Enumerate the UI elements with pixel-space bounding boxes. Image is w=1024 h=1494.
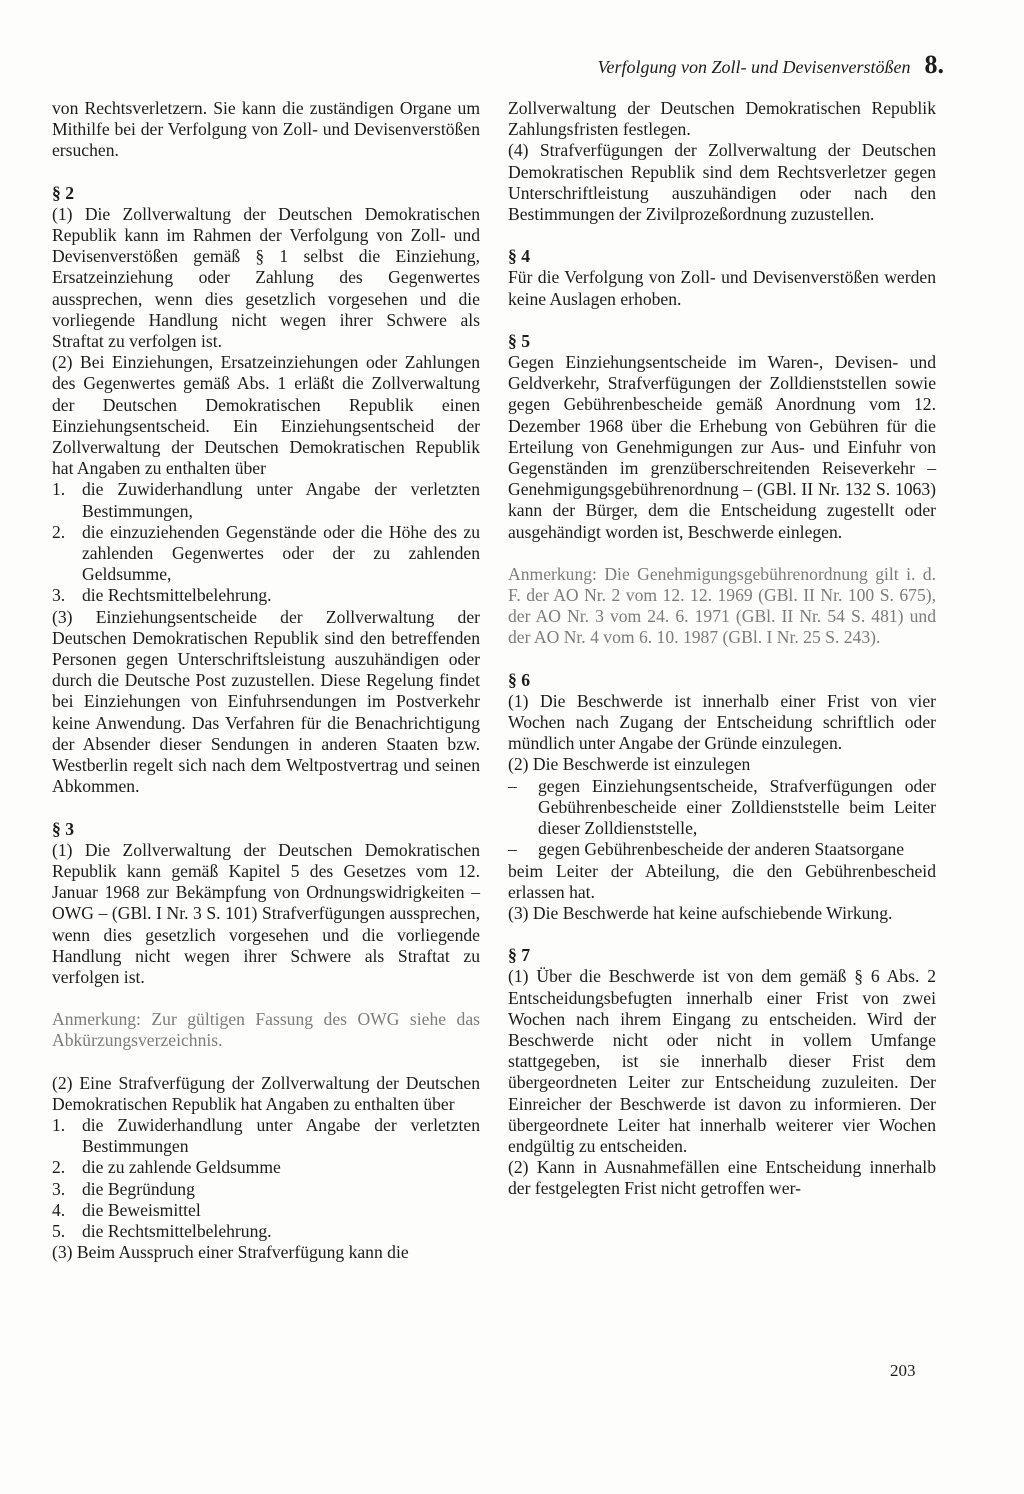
list-number: 3. [52, 585, 66, 606]
paragraph: (1) Über die Beschwerde ist von dem gemäß § 6 Abs. 2 Entscheidungsbefugten innerhalb einer Frist von zwei Wochen nach ihrem Eingang zu entscheiden. Wird der Beschwerde nicht oder nicht in vollem Umfange stattgegeben, ist sie innerhalb dieser Frist dem übergeordneten Leiter zur Entscheidung zuzuleiten. Der Einreicher der Beschwerde ist davon zu informieren. Der übergeordnete Leiter hat innerhalb weiterer vier Wochen endgültig zu entscheiden. [508, 966, 936, 1156]
paragraph: Zollverwaltung der Deutschen Demokratischen Republik Zahlungsfristen festlegen. [508, 98, 936, 140]
list-number: 3. [52, 1178, 66, 1199]
list-dash: – [508, 775, 517, 796]
paragraph: beim Leiter der Abteilung, die den Gebührenbescheid erlassen hat. [508, 860, 936, 902]
section-heading-5: § 5 [508, 330, 530, 351]
list-number: 1. [52, 479, 66, 500]
list-item [508, 839, 936, 860]
paragraph: (2) Bei Einziehungen, Ersatzeinziehungen oder Zahlungen des Gegenwertes gemäß Abs. 1 erläßt die Zollverwaltung der Deutschen Demokratischen Republik einen Einziehungsentscheid. Ein Einziehungsentscheid der Zollverwaltung der Deutschen Demokratischen Republik hat Angaben zu enthalten über [52, 352, 480, 479]
list-item [52, 479, 480, 521]
list-text: die Zuwiderhandlung unter Angabe der verletzten Bestimmungen, [82, 479, 480, 521]
left-column [52, 98, 480, 1263]
list-number: 2. [52, 1157, 66, 1178]
section-heading-7: § 7 [508, 945, 530, 966]
list-item [508, 776, 936, 840]
list-text: die Rechtsmittelbelehrung. [82, 1220, 272, 1241]
paragraph: (2) Eine Strafverfügung der Zollverwaltung der Deutschen Demokratischen Republik hat Angaben zu enthalten über [52, 1072, 480, 1114]
list-item [52, 1157, 480, 1178]
paragraph: Gegen Einziehungsentscheide im Waren-, Devisen- und Geldverkehr, Strafverfügungen der Zolldienststellen sowie gegen Gebührenbescheide gemäß Anordnung vom 12. Dezember 1968 über die Erhebung von Gebühren für die Erteilung von Genehmigungen zur Aus- und Einfuhr von Gegenständen im grenzüberschreitenden Reiseverkehr – Genehmigungsgebührenordnung – (GBl. II Nr. 132 S. 1063) kann der Bürger, dem die Entscheidung zugestellt oder ausgehändigt worden ist, Beschwerde einlegen. [508, 352, 936, 542]
section-heading-6: § 6 [508, 669, 530, 690]
paragraph: (3) Beim Ausspruch einer Strafverfügung kann die [52, 1242, 409, 1263]
paragraph: (3) Die Beschwerde hat keine aufschiebende Wirkung. [508, 902, 893, 923]
list-item [52, 1179, 480, 1200]
list-text: die Zuwiderhandlung unter Angabe der verletzten Bestimmungen [82, 1114, 480, 1157]
running-title: Verfolgung von Zoll- und Devisenverstößen [597, 57, 911, 77]
numbered-list [52, 479, 480, 606]
section-heading-4: § 4 [508, 246, 530, 267]
page-number: 203 [890, 1361, 916, 1380]
list-text: gegen Gebührenbescheide der anderen Staatsorgane [538, 839, 905, 860]
list-item [52, 1200, 480, 1221]
right-column [508, 98, 936, 1200]
paragraph: (1) Die Zollverwaltung der Deutschen Demokratischen Republik kann gemäß Kapitel 5 des Gesetzes vom 12. Januar 1968 zur Bekämpfung von Ordnungswidrigkeiten – OWG – (GBl. I Nr. 3 S. 101) Strafverfügungen aussprechen, wenn dies gesetzlich vorgesehen und die vorliegende Handlung nicht wegen ihrer Schwere als Straftat zu verfolgen ist. [52, 839, 480, 987]
list-text: die Beweismittel [82, 1199, 201, 1220]
list-text: die einzuziehenden Gegenstände oder die Höhe des zu zahlenden Gegenwertes oder der zu zahlenden Geldsumme, [82, 521, 480, 585]
intro-paragraph: von Rechtsverletzern. Sie kann die zuständigen Organe um Mithilfe bei der Verfolgung von Zoll- und Devisenverstößen ersuchen. [52, 98, 480, 161]
paragraph: (1) Die Zollverwaltung der Deutschen Demokratischen Republik kann im Rahmen der Verfolgung von Zoll- und Devisenverstößen gemäß § 1 selbst die Einziehung, Ersatzeinziehung oder Zahlung des Gegenwertes aussprechen, wenn dies gesetzlich vorgesehen und die vorliegende Handlung nicht wegen ihrer Schwere als Straftat zu verfolgen ist. [52, 203, 480, 352]
list-number: 2. [52, 521, 66, 542]
list-number: 5. [52, 1220, 66, 1241]
annotation-note: Anmerkung: Die Genehmigungsgebührenordnung gilt i. d. F. der AO Nr. 2 vom 12. 12. 1969 (GBl. II Nr. 100 S. 675), der AO Nr. 3 vom 24. 6. 1971 (GBl. II Nr. 54 S. 481) und der AO Nr. 4 vom 6. 10. 1987 (GBl. I Nr. 25 S. 243). [508, 563, 936, 648]
list-item [52, 1221, 480, 1242]
list-text: die Begründung [82, 1178, 195, 1199]
list-item [52, 522, 480, 586]
annotation-note: Anmerkung: Zur gültigen Fassung des OWG siehe das Abkürzungsverzeichnis. [52, 1009, 480, 1051]
list-number: 4. [52, 1199, 66, 1220]
numbered-list [52, 1115, 480, 1242]
paragraph: (4) Strafverfügungen der Zollverwaltung der Deutschen Demokratischen Republik sind dem Rechtsverletzer gegen Unterschriftleistung auszuhändigen oder nach den Bestimmungen der Zivilprozeßordnung zuzustellen. [508, 140, 936, 225]
list-number: 1. [52, 1114, 66, 1135]
paragraph: (2) Kann in Ausnahmefällen eine Entscheidung innerhalb der festgelegten Frist nicht getroffen wer- [508, 1157, 936, 1199]
paragraph: (1) Die Beschwerde ist innerhalb einer Frist von vier Wochen nach Zugang der Entscheidung schriftlich oder mündlich unter Angabe der Gründe einzulegen. [508, 690, 936, 754]
paragraph: (3) Einziehungsentscheide der Zollverwaltung der Deutschen Demokratischen Republik sind den betreffenden Personen gegen Unterschriftsleistung auszuhändigen oder durch die Deutsche Post zuzustellen. Diese Regelung findet bei Einziehungen von Einfuhrsendungen im Postverkehr keine Anwendung. Das Verfahren für die Benachrichtigung der Absender dieser Sendungen in anderen Staaten bzw. Westberlin regelt sich nach dem Weltpostvertrag und seinen Abkommen. [52, 606, 480, 797]
paragraph: Für die Verfolgung von Zoll- und Devisenverstößen werden keine Auslagen erhoben. [508, 267, 936, 309]
list-item [52, 1115, 480, 1157]
list-text: gegen Einziehungsentscheide, Strafverfügungen oder Gebührenbescheide einer Zolldienststelle beim Leiter dieser Zolldienststelle, [538, 775, 936, 839]
list-text: die Rechtsmittelbelehrung. [82, 585, 272, 606]
section-heading-2: § 2 [52, 182, 74, 203]
paragraph: (2) Die Beschwerde ist einzulegen [508, 754, 751, 775]
dash-list [508, 776, 936, 861]
list-text: die zu zahlende Geldsumme [82, 1157, 281, 1178]
page-header [598, 50, 944, 80]
chapter-number: 8. [924, 50, 944, 79]
section-heading-3: § 3 [52, 818, 74, 839]
list-dash: – [508, 839, 517, 860]
list-item [52, 585, 480, 606]
